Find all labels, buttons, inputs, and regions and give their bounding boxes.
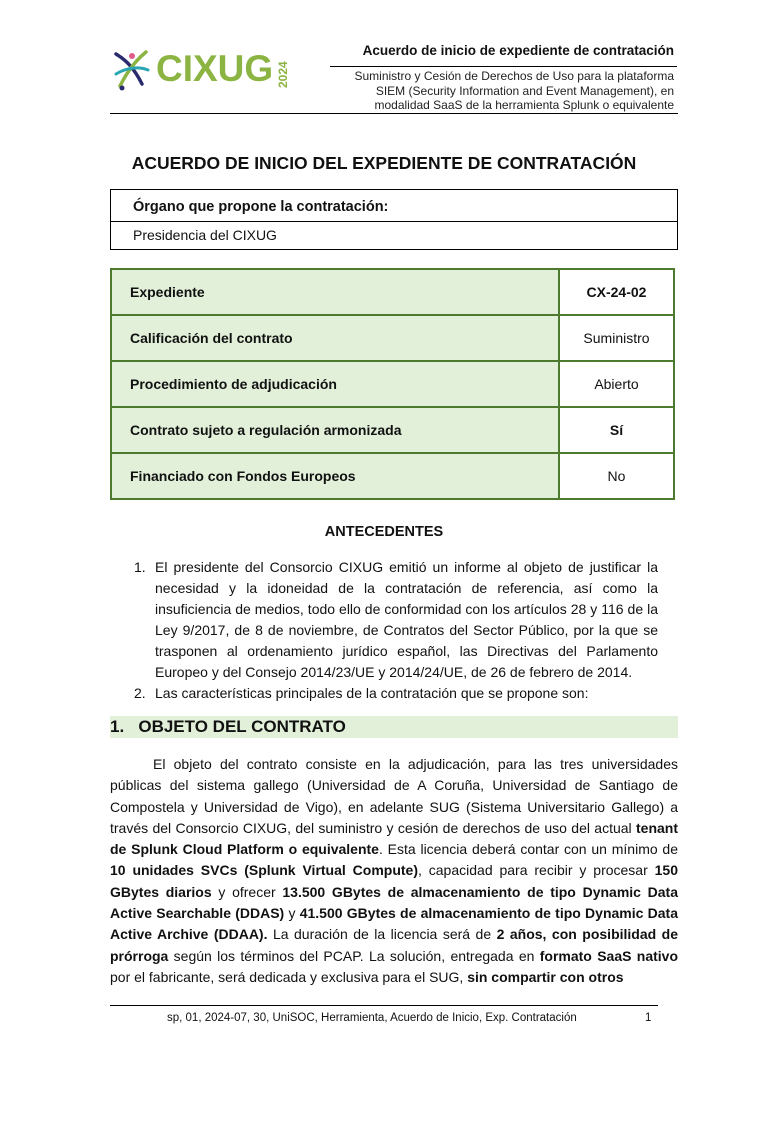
header-subtitle-line: modalidad SaaS de la herramienta Splunk o equivalente [374, 98, 674, 112]
cixug-logo [112, 46, 296, 96]
header-bottom-rule [110, 113, 678, 114]
organo-label: Órgano que propone la contratación: [111, 190, 677, 222]
list-item [134, 683, 658, 704]
paragraph-run: 13.500 GBytes de almacenamiento de tipo Dynamic Data Active Searchable (DDAS) [110, 883, 678, 922]
paragraph-run: tenant de Splunk Cloud Platform o equivalente [110, 819, 678, 858]
organo-value: Presidencia del CIXUG [133, 227, 277, 243]
antecedentes-heading: ANTECEDENTES [324, 524, 444, 540]
expediente-table [110, 268, 675, 500]
page-number: 1 [645, 1012, 652, 1024]
paragraph-run: por el fabricante, será dedicada y exclusiva para el SUG, [110, 968, 468, 985]
header-subtitle [314, 69, 674, 113]
section-heading-text: 1. OBJETO DEL CONTRATO [110, 717, 346, 736]
paragraph-run: , capacidad para recibir y procesar [418, 862, 655, 879]
cixug-emblem-icon [112, 46, 152, 92]
table-row [111, 361, 674, 407]
list-text: Las características principales de la contratación que se propone son: [155, 685, 589, 701]
header-subtitle-line: Suministro y Cesión de Derechos de Uso para la plataforma [354, 69, 674, 83]
table-key: Expediente [111, 269, 559, 315]
footer-rule [110, 1005, 658, 1006]
table-key: Calificación del contrato [111, 315, 559, 361]
paragraph-run: y ofrecer [211, 883, 283, 900]
table-value: CX-24-02 [559, 269, 674, 315]
header-subtitle-line: SIEM (Security Information and Event Management), en [375, 83, 674, 98]
paragraph-run: según los términos del PCAP. La solución, entregada en [168, 947, 540, 964]
header-title: Acuerdo de inicio de expediente de contratación [362, 43, 674, 58]
document-title: ACUERDO DE INICIO DEL EXPEDIENTE DE CONTRATACIÓN [131, 153, 637, 173]
header-divider [330, 66, 677, 67]
paragraph-run: 41.500 GBytes de almacenamiento de tipo Dynamic Data Active Archive (DDAA). [110, 905, 679, 943]
table-value: Abierto [559, 361, 674, 407]
logo-wordmark: CIXUG [156, 48, 274, 89]
paragraph-run: y [284, 905, 300, 922]
table-value: Suministro [559, 315, 674, 361]
objeto-paragraph [110, 754, 678, 988]
organo-box [110, 189, 678, 250]
logo-year: 2024 [276, 61, 290, 88]
table-row [111, 407, 674, 453]
paragraph-run: 10 unidades SVCs (Splunk Virtual Compute) [110, 862, 418, 879]
table-value: No [559, 453, 674, 499]
table-key: Contrato sujeto a regulación armonizada [111, 407, 559, 453]
section-heading [110, 716, 678, 738]
table-row [111, 453, 674, 499]
table-row [111, 269, 674, 315]
paragraph-run: 150 GBytes diarios [110, 862, 678, 900]
table-row [111, 315, 674, 361]
paragraph-run: formato SaaS nativo [539, 947, 679, 964]
paragraph-run: La duración de la licencia será de [267, 926, 497, 943]
paragraph-run: . Esta licencia deberá contar con un mínimo de [378, 841, 679, 858]
paragraph-run: sin compartir con otros [467, 968, 624, 985]
footer-text: sp, 01, 2024-07, 30, UniSOC, Herramienta, Acuerdo de Inicio, Exp. Contratación [167, 1012, 577, 1024]
table-key: Financiado con Fondos Europeos [111, 453, 559, 499]
list-text: El presidente del Consorcio CIXUG emitió un informe al objeto de justificar la necesidad y la idoneidad de la contratación de referencia, así como la insuficiencia de medios, todo ello de conformidad con los artículos 28 y 116 de la Ley 9/2017, de 8 de noviembre, de Contratos del Sector Público, por la que se trasponen al ordenamiento jurídico español, las Directivas del Parlamento Europeo y del Consejo 2014/23/UE y 2014/24/UE, de 26 de febrero de 2014. [155, 559, 658, 680]
list-item [134, 557, 658, 683]
table-value: Sí [559, 407, 674, 453]
list-number: 2. [134, 685, 146, 701]
list-number: 1. [134, 559, 146, 575]
paragraph-run: El objeto del contrato consiste en la adjudicación, para las tres universidades públicas del sistema gallego (Universidad de A Coruña, Universidad de Santiago de Compostela y Universidad de Vigo), en adelante SUG (Sistema Universitario Gallego) a través del Consorcio CIXUG, del suministro y cesión de derechos de uso del actual [110, 756, 678, 836]
paragraph-run: 2 años, con posibilidad de prórroga [110, 926, 678, 964]
antecedentes-list [134, 557, 658, 704]
table-key: Procedimiento de adjudicación [111, 361, 559, 407]
